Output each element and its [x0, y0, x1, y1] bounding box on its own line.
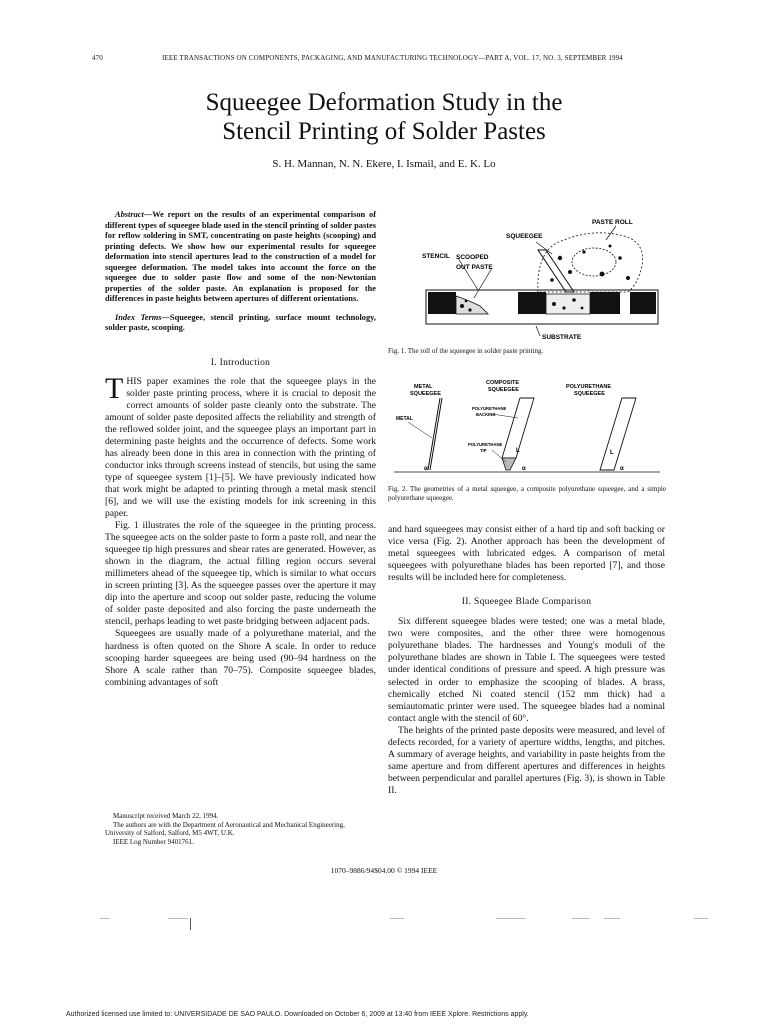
running-header	[92, 54, 692, 62]
label-composite-1: COMPOSITE	[486, 380, 520, 386]
figure-2-diagram	[388, 376, 668, 480]
label-metal-squeegee-1: METAL	[414, 384, 433, 390]
intro-paragraph-1: THIS paper examines the role that the squeegee plays in the solder paste printing process, where it is crucial to deposit the correct amounts of solder paste cleanly onto the substrate. The amount of solder paste deposited affects the reliability and strength of the reflowed solder joint, and the squeegee plays an important part in determining paste heights and the occurrence of defects. Some work has already been done in this area in connection with the printing of conductor inks through screens instead of stencils, but using the same type of squeegee system [1]–[5]. We have previously indicated how that work might be adapted to printing through a metal mask stencil [6], and we will use the existing models for ink screening in this paper.	[105, 371, 376, 520]
paste-roll	[538, 233, 643, 292]
footnote-received: Manuscript received March 22, 1994.	[113, 812, 219, 820]
drop-cap: T	[105, 371, 124, 405]
figure-1-diagram	[388, 208, 668, 348]
stencil-block-2	[518, 292, 546, 314]
scan-artifact	[604, 918, 620, 919]
journal-title: IEEE TRANSACTIONS ON COMPONENTS, PACKAGING, AND MANUFACTURING TECHNOLOGY—PART A, VOL. 17, NO. 3, SEPTEMBER 1994	[162, 54, 623, 62]
stencil-block-4	[630, 292, 656, 314]
label-paste-roll: PASTE ROLL	[592, 219, 633, 226]
label-out-paste: OUT PASTE	[456, 264, 493, 271]
right-paragraph-1: and hard squeegees may consist either of a hard tip and soft backing or vice versa (Fig. 2). Another approach has been the development of metal squeegees with lubricated edges. A comparison of metal squeegees with polyurethane blades has been reported [7], and those results will be included here for completeness.	[388, 524, 665, 584]
right-paragraph-3: The heights of the printed paste deposits were measured, and level of defects recorded, for a variety of aperture widths, lengths, and pitches. A summary of average heights, and variability in paste heights from the same aperture and from different apertures and differences in heights between perpendicular and parallel apertures (Fig. 3), is shown in Table II.	[388, 724, 665, 796]
scan-artifact	[572, 918, 590, 919]
label-tip-2: TIP	[480, 448, 487, 453]
label-L-1: L	[516, 448, 520, 454]
label-backing-2: BACKING	[476, 412, 496, 417]
footnote-affiliation: The authors are with the Department of Aeronautical and Mechanical Engineering, University of Salford, Salford, M5 4WT, U.K.	[105, 820, 345, 838]
figure-1-caption: Fig. 1. The roll of the squeegee in solder paste printing.	[388, 347, 544, 355]
right-column	[388, 524, 665, 797]
right-paragraph-2: Six different squeegee blades were tested; one was a metal blade, two were composites, and the other three were homogenous polyurethane blades. The hardnesses and Young's moduli of the polyurethane blades are shown in Table I. The squeegees were tested under identical conditions of pressure and speed. A high pressure was selected in order to emphasize the scooping of blades. A brass, chemically etched Ni coated stencil (152 mm thick) had a semiautomatic printer were used. The squeegee blades had a nominal contact angle with the stencil of 60°.	[388, 616, 665, 724]
alpha-2: α	[522, 466, 526, 472]
intro-paragraph-2: Fig. 1 illustrates the role of the squeegee in the printing process. The squeegee acts on the solder paste to form a paste roll, and near the squeegee tip high pressures and shear rates are generated. However, as shown in the diagram, the actual filling region occurs several millimeters ahead of the squeegee tip, which is similar to what occurs in screen printing [3]. As the squeegee passes over the aperture it may dip into the aperture and scoop out solder paste, reducing the volume of solder paste deposited and also forcing the paste underneath the stencil, perhaps leading to wet paste bridging between adjacent pads.	[105, 520, 376, 628]
label-poly-2: SQUEEGEE	[574, 391, 605, 397]
page-number: 470	[92, 54, 103, 62]
intro-paragraph-3: Squeegees are usually made of a polyurethane material, and the hardness is often quoted on the Shore A scale. In order to reduce scooping harder squeegees are being used (90–94 hardness on the Shore A scale rather than 70–75). Composite squeegee blades, combining advantages of soft	[105, 628, 376, 688]
figure-2-caption: Fig. 2. The geometries of a metal squeegee, a composite polyurethane squeegee, and a simple polyurethane squeegee.	[388, 485, 666, 502]
title-line-2: Stencil Printing of Solder Pastes	[222, 118, 546, 145]
polyurethane-squeegee	[600, 398, 636, 470]
metal-squeegee	[428, 398, 440, 470]
index-terms-lead: Index Terms	[115, 312, 162, 322]
copyright-line: 1070–9886/94$04.00 © 1994 IEEE	[330, 866, 438, 875]
left-column	[105, 210, 376, 689]
abstract-lead: Abstract	[115, 210, 144, 219]
label-stencil: STENCIL	[422, 253, 450, 260]
abstract	[105, 210, 376, 305]
section-heading-blade-comparison: II. Squeegee Blade Comparison	[461, 597, 592, 608]
label-scooped: SCOOPED	[456, 254, 489, 261]
alpha-3: α	[620, 466, 624, 472]
scan-artifact	[168, 918, 188, 919]
scan-artifact	[100, 918, 110, 919]
footnote	[105, 812, 376, 846]
label-metal: METAL	[396, 416, 413, 422]
paper-title	[90, 88, 678, 146]
label-backing-1: POLYURETHANE	[472, 406, 507, 411]
license-footer: Authorized licensed use limited to: UNIVERSIDADE DE SAO PAULO. Downloaded on October 6, 2009 at 13:40 from IEEE Xplore. Restrictions apply.	[66, 1011, 529, 1018]
index-terms	[105, 313, 376, 334]
stencil-block-1	[428, 292, 456, 314]
scan-artifact	[496, 918, 526, 919]
label-composite-2: SQUEEGEE	[488, 387, 519, 393]
label-L-2: L	[610, 450, 614, 456]
index-terms-text: —Squeegee, stencil printing, surface mount technology, solder paste, scooping.	[105, 312, 376, 332]
alpha-1: α	[424, 466, 428, 472]
footnote-log: IEEE Log Number 9401761.	[113, 837, 194, 846]
authors: S. H. Mannan, N. N. Ekere, I. Ismail, and E. K. Lo	[272, 158, 496, 170]
label-tip-1: POLYURETHANE	[468, 442, 503, 447]
title-line-1: Squeegee Deformation Study in the	[205, 89, 563, 116]
section-heading-introduction: I. Introduction	[210, 357, 271, 368]
scan-artifact	[694, 918, 708, 919]
label-substrate: SUBSTRATE	[542, 334, 582, 341]
stencil-block-3	[590, 292, 620, 314]
introduction-body	[105, 371, 376, 689]
scan-artifact	[190, 918, 191, 930]
scan-artifact	[390, 918, 404, 919]
label-metal-squeegee-2: SQUEEGEE	[410, 391, 441, 397]
label-poly-1: POLYURETHANE	[566, 384, 612, 390]
label-squeegee: SQUEEGEE	[506, 233, 543, 240]
abstract-text: —We report on the results of an experimental comparison of different types of squeegee blade used in the stencil printing of solder pastes for reflow soldering in SMT, concentrating on paste heights (scooping) and printing defects. We show how our experimental results for squeegee deformation into stencil apertures lead to the construction of a model for squeegee deformation. The model takes into account the force on the squeegee due to solder paste flow and some of the non-Newtonian properties of the solder paste. An explanation is proposed for the differences in paste heights between apertures of different orientations.	[105, 210, 376, 303]
